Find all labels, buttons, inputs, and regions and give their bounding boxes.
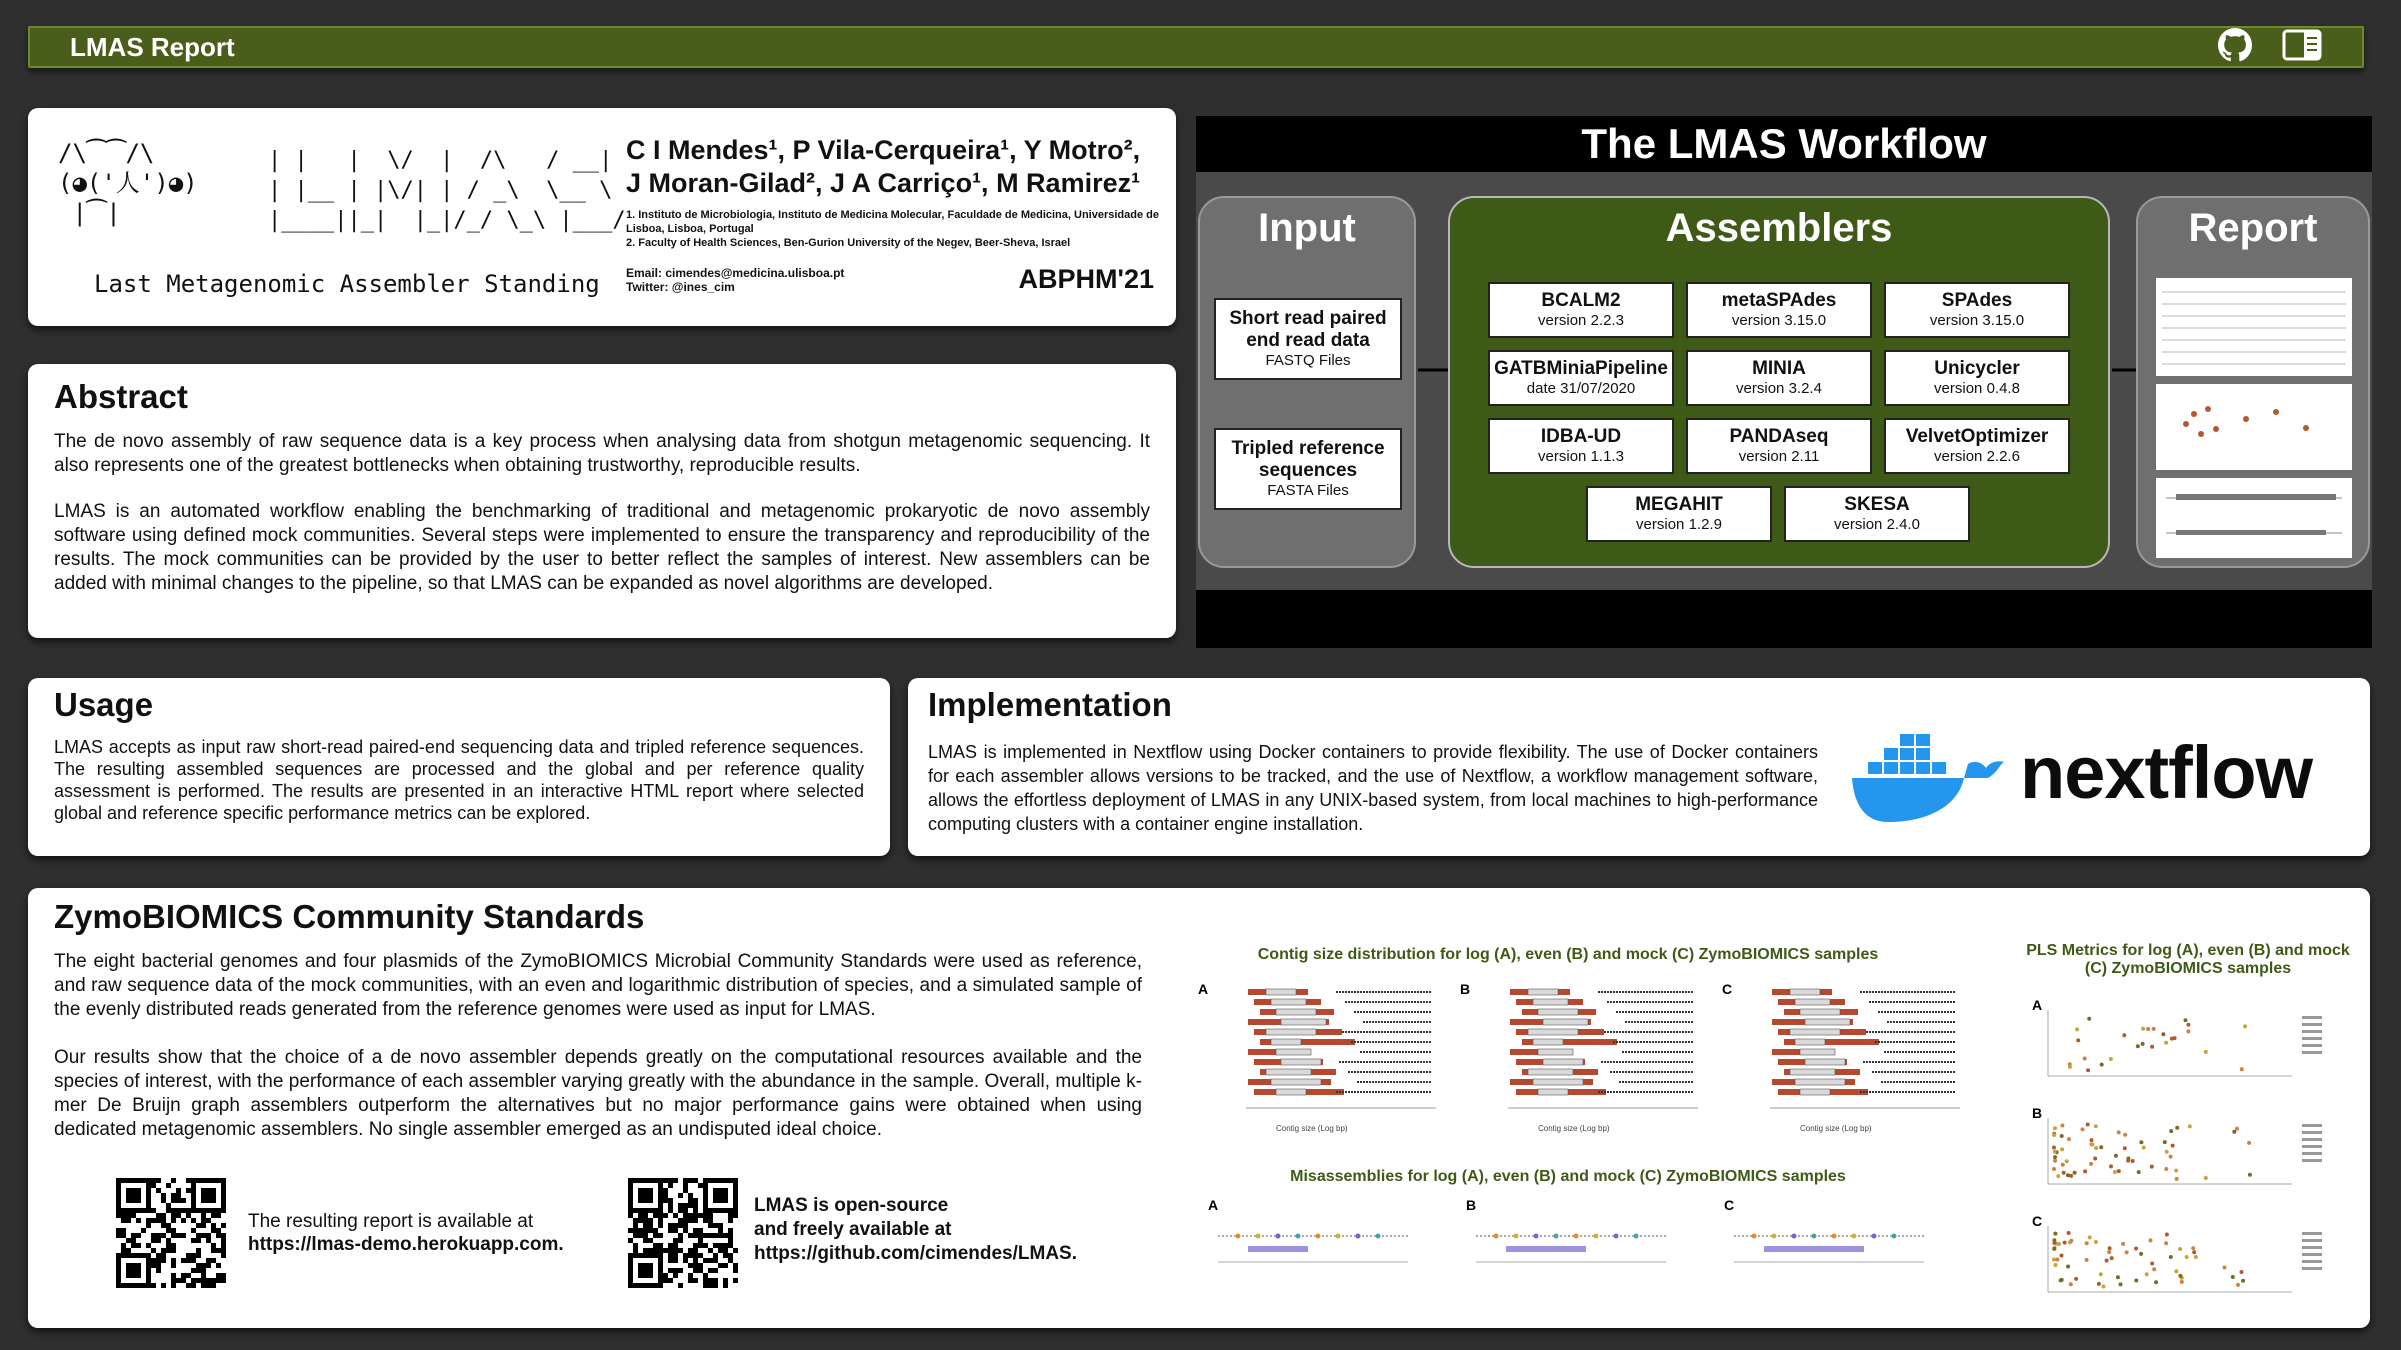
affiliation-1: 1. Instituto de Microbiologia, Instituto de Medicina Molecular, Faculdade de Medicina, Universidade de Lisboa, Lisboa, Portugal [626, 209, 1159, 235]
poster-header [28, 108, 1176, 326]
svg-text:B: B [1460, 981, 1471, 997]
usage-title: Usage [54, 686, 154, 723]
implementation-title: Implementation [928, 686, 1172, 723]
assembler-card-gatbminiapipeline [1488, 350, 1674, 406]
assembler-name: VelvetOptimizer [1905, 426, 2049, 447]
assemblers-title: Assemblers [1665, 206, 1893, 250]
workflow-diagram [1196, 116, 2372, 648]
github-icon[interactable] [2218, 28, 2252, 67]
input-card-title: Tripled reference sequences [1231, 438, 1385, 481]
assembler-version: version 2.2.6 [1934, 448, 2020, 465]
contig-axis-label: Contig size (Log bp) [1800, 1124, 1872, 1133]
svg-text:A: A [1198, 981, 1209, 997]
assembler-card-unicycler [1884, 350, 2070, 406]
assembler-name: SPAdes [1941, 290, 2013, 311]
title-bar [28, 26, 2364, 68]
affiliation-2: 2. Faculty of Health Sciences, Ben-Gurion University of the Negev, Beer-Sheva, Israel [626, 237, 1071, 249]
lmas-face-logo: /\⁀⁀/\ (◕('人')◕) |⁀| [58, 139, 198, 227]
contig-boxplot-c [1720, 978, 1970, 1128]
zymo-panel [28, 888, 2370, 1328]
qr-report-link[interactable]: https://lmas-demo.herokuapp.com. [248, 1234, 564, 1255]
assembler-name: BCALM2 [1541, 290, 1621, 311]
usage-panel [28, 678, 890, 856]
report-thumbnail-table [2156, 278, 2352, 376]
assembler-name: SKESA [1844, 494, 1910, 515]
assembler-card-bcalm2 [1488, 282, 1674, 338]
input-card-reference [1214, 428, 1402, 510]
authors-line-2: J Moran-Gilad², J A Carriço¹, M Ramirez¹ [626, 168, 1141, 198]
assembler-card-velvetoptimizer [1884, 418, 2070, 474]
twitter[interactable]: Twitter: @ines_cim [626, 280, 735, 294]
assembler-version: version 3.2.4 [1736, 380, 1822, 397]
affiliations [626, 208, 1166, 250]
misassembly-plot-b [1466, 1196, 1696, 1276]
assembler-name: metaSPAdes [1721, 290, 1837, 311]
nextflow-logo [2020, 730, 2312, 815]
assembler-version: version 2.11 [1738, 448, 1820, 465]
assembler-version: version 3.15.0 [1731, 312, 1827, 329]
input-card-title: Short read paired end read data [1229, 308, 1387, 351]
qr-report-line-1: The resulting report is available at [248, 1211, 534, 1232]
contig-axis-label: Contig size (Log bp) [1538, 1124, 1610, 1133]
report-title: Report [2188, 206, 2318, 250]
assembler-name: Unicycler [1934, 358, 2020, 379]
misassembly-plot-a [1208, 1196, 1438, 1276]
input-title: Input [1258, 206, 1356, 250]
input-card-sub: FASTQ Files [1265, 352, 1351, 369]
assembler-version: version 2.2.3 [1538, 312, 1624, 329]
assembler-version: version 2.4.0 [1834, 516, 1920, 533]
assembler-name: PANDAseq [1729, 426, 1829, 447]
report-thumbnail-scatter [2156, 384, 2352, 470]
zymo-paragraph-2: Our results show that the choice of a de novo assembler depends greatly on the computational resources available and the species of interest, with the performance of each assembler varying greatly with the abundance in the sample. Overall, multiple k-mer De Bruijn graph assemblers outperform the alternatives but no major performance gains were obtained when using dedicated metagenomic assemblers. No single assembler emerged as an undisputed ideal choice. [54, 1047, 1142, 1140]
misassembly-plot-c [1724, 1196, 1954, 1276]
contig-axis-label: Contig size (Log bp) [1276, 1124, 1348, 1133]
workflow-title: The LMAS Workflow [1581, 120, 1987, 167]
contig-boxplot-a [1196, 978, 1446, 1128]
assembler-name: GATBMiniaPipeline [1494, 358, 1668, 379]
conference-label: ABPHM'21 [1018, 264, 1154, 294]
assembler-card-pandaseq [1686, 418, 1872, 474]
svg-text:C: C [1724, 1197, 1735, 1213]
abstract-paragraph-2: LMAS is an automated workflow enabling the benchmarking of traditional and metagenomic prokaryotic de novo assembly software using defined mock communities. Several steps were implemented to ensure the transparency and reproducibility of the results. The mock communities can be provided by the user to better reflect the samples of interest. New assemblers can be added with minimal changes to the pipeline, so that LMAS can be expanded as novel algorithms are developed. [54, 501, 1150, 594]
svg-text:A: A [1208, 1197, 1219, 1213]
window-title: LMAS Report [70, 31, 235, 62]
usage-text: LMAS accepts as input raw short-read paired-end sequencing data and tripled reference sequences. The resulting assembled sequences are processed and the global and per reference quality assessment is performed. The results are presented in an interactive HTML report where selected global and reference specific performance metrics can be explored. [54, 737, 864, 823]
abstract-title: Abstract [54, 378, 188, 415]
abstract-paragraph-1: The de novo assembly of raw sequence data is a key process when analysing data from shotgun metagenomic sequencing. It also represents one of the greatest bottlenecks when obtaining trustworthy, reproducible results. [54, 431, 1150, 476]
assembler-name: IDBA-UD [1540, 426, 1622, 447]
svg-text:C: C [2032, 1213, 2043, 1229]
pls-scatter-a [2032, 996, 2332, 1096]
qr-report-caption [248, 1210, 564, 1256]
sidebar-toggle-icon[interactable] [2282, 29, 2322, 66]
svg-text:A: A [2032, 997, 2043, 1013]
lmas-text-logo: | | | \/ | /\ / __| | |__ | |\/| | / _\ \__ \ |____||_| |_|/_/ \_\ |___/ [268, 148, 626, 233]
tagline: Last Metagenomic Assembler Standing [94, 270, 600, 298]
report-column [2136, 196, 2370, 568]
assemblers-column [1448, 196, 2110, 568]
contact [626, 266, 844, 294]
qr-code-report[interactable] [116, 1178, 226, 1288]
assembler-card-minia [1686, 350, 1872, 406]
zymo-paragraph-1: The eight bacterial genomes and four plasmids of the ZymoBIOMICS Microbial Community Standards were used as reference, and raw sequence data of the mock communities, with an even and logarithmic distribution of species, and a simulated sample of the evenly distributed reads generated from the reference genomes were used as input for LMAS. [54, 951, 1142, 1020]
qr-github-line-1: LMAS is open-source [754, 1195, 949, 1216]
assembler-card-spades [1884, 282, 2070, 338]
docker-whale-icon [1848, 716, 2008, 826]
report-thumbnail-lines [2156, 478, 2352, 558]
assembler-name: MEGAHIT [1635, 494, 1723, 515]
svg-text:B: B [2032, 1105, 2043, 1121]
assembler-card-idba-ud [1488, 418, 1674, 474]
assembler-card-metaspades [1686, 282, 1872, 338]
assembler-version: version 3.15.0 [1929, 312, 2025, 329]
pls-chart-title: PLS Metrics for log (A), even (B) and mock (C) ZymoBIOMICS samples [2026, 942, 2350, 977]
authors-line-1: C I Mendes¹, P Vila-Cerqueira¹, Y Motro², [626, 135, 1141, 165]
assembler-version: version 1.2.9 [1636, 516, 1722, 533]
assembler-version: version 1.1.3 [1538, 448, 1624, 465]
svg-text:C: C [1722, 981, 1733, 997]
input-card-reads [1214, 298, 1402, 380]
nextflow-logo-text: nextflow [2020, 731, 2313, 814]
pls-scatter-c [2032, 1212, 2332, 1312]
pls-scatter-b [2032, 1104, 2332, 1204]
assembler-version: date 31/07/2020 [1526, 380, 1636, 397]
assembler-version: version 0.4.8 [1934, 380, 2020, 397]
implementation-text: LMAS is implemented in Nextflow using Docker containers to provide flexibility. The use of Docker containers for each assembler allows versions to be tracked, and the use of Nextflow, a workflow management software, allows the effortless deployment of LMAS in any UNIX-based system, from local machines to high-performance computing clusters with a container engine installation. [928, 742, 1818, 834]
input-card-sub: FASTA Files [1267, 482, 1349, 499]
assembler-card-megahit [1586, 486, 1772, 542]
contig-boxplot-b [1458, 978, 1708, 1128]
implementation-panel [908, 678, 2370, 856]
authors [626, 134, 1140, 200]
assembler-card-skesa [1784, 486, 1970, 542]
email[interactable]: Email: cimendes@medicina.ulisboa.pt [626, 266, 845, 280]
svg-text:B: B [1466, 1197, 1477, 1213]
qr-github-link[interactable]: https://github.com/cimendes/LMAS. [754, 1243, 1078, 1264]
assembler-name: MINIA [1752, 358, 1806, 379]
input-column [1198, 196, 1416, 568]
misassembly-chart-title: Misassemblies for log (A), even (B) and mock (C) ZymoBIOMICS samples [1290, 1168, 1846, 1185]
workflow-body [1196, 172, 2372, 590]
zymo-title: ZymoBIOMICS Community Standards [54, 898, 645, 935]
contig-chart-title: Contig size distribution for log (A), even (B) and mock (C) ZymoBIOMICS samples [1257, 946, 1879, 963]
qr-github-caption [754, 1194, 1077, 1266]
qr-code-github[interactable] [628, 1178, 738, 1288]
abstract-panel [28, 364, 1176, 638]
qr-github-line-2: and freely available at [754, 1219, 952, 1240]
